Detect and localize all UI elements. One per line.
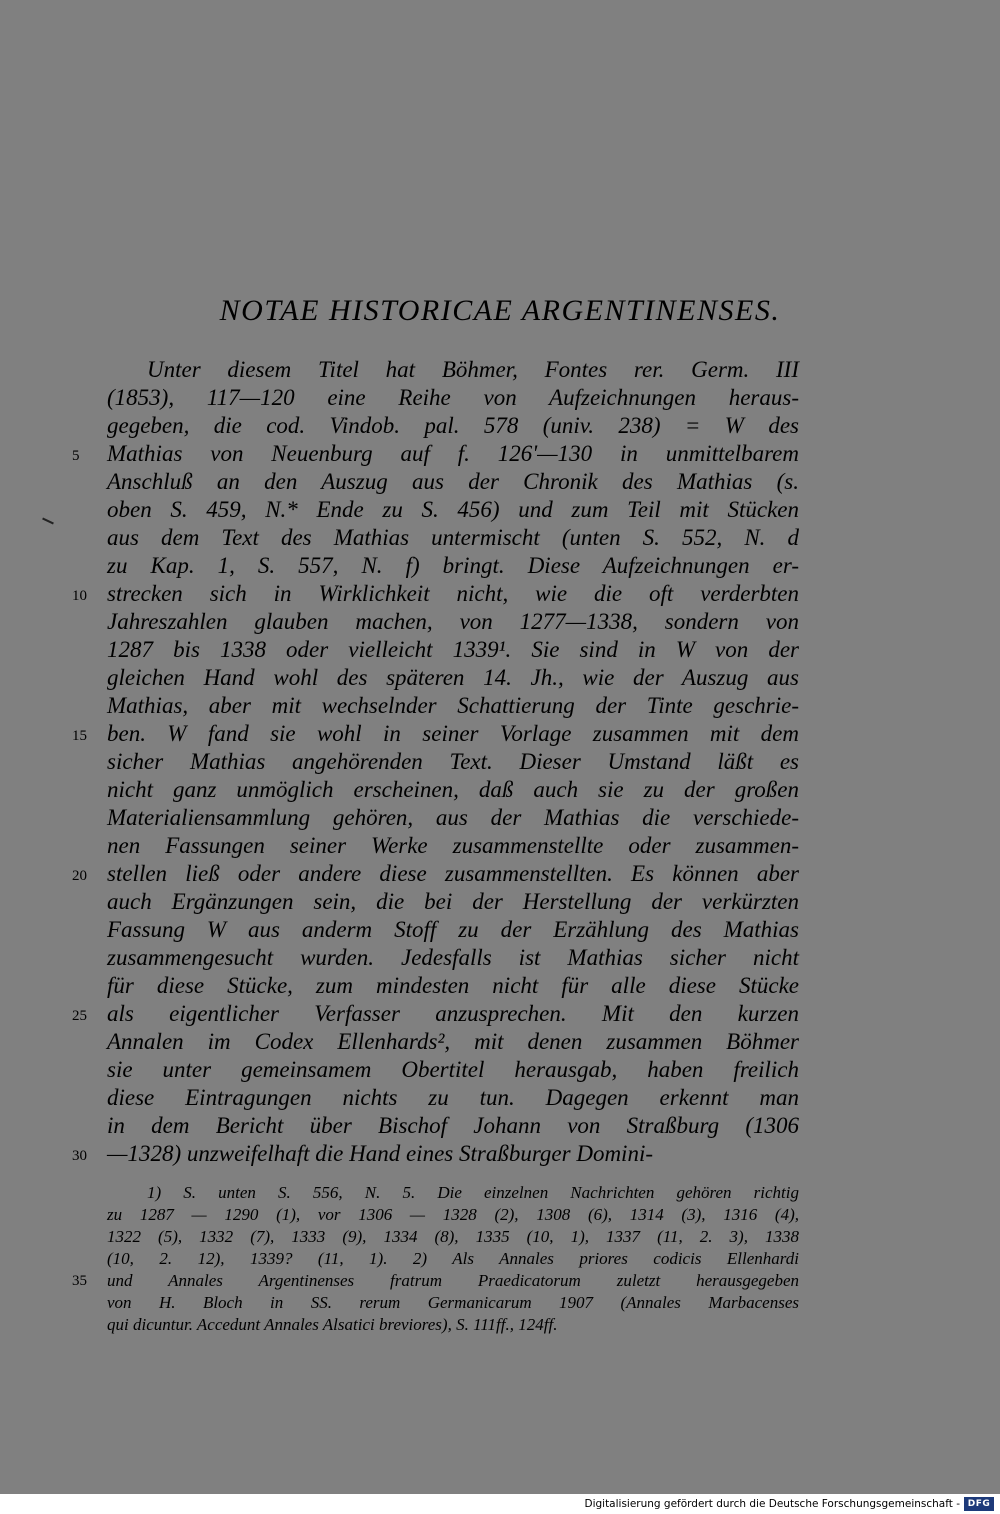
body-line: (1853), 117—120 eine Reihe von Aufzeichnungen heraus- (107, 385, 799, 410)
line-number: 35 (72, 1273, 87, 1289)
body-line: Materialiensammlung gehören, aus der Mathias die verschiede- (107, 805, 799, 830)
body-line: sie unter gemeinsamem Obertitel herausgab, haben freilich (107, 1057, 799, 1082)
footnote-line: zu 1287 — 1290 (1), vor 1306 — 1328 (2), 1308 (6), 1314 (3), 1316 (4), (107, 1205, 799, 1224)
body-line: gleichen Hand wohl des späteren 14. Jh., wie der Auszug aus (107, 665, 799, 690)
footer-credit: Digitalisierung gefördert durch die Deutsche Forschungsgemeinschaft - (584, 1498, 960, 1510)
line-number: 5 (72, 448, 80, 464)
body-line: zusammengesucht wurden. Jedesfalls ist Mathias sicher nicht (107, 945, 799, 970)
line-number: 10 (72, 588, 87, 604)
body-line: in dem Bericht über Bischof Johann von Straßburg (1306 (107, 1113, 799, 1138)
body-line: diese Eintragungen nichts zu tun. Dagegen erkennt man (107, 1085, 799, 1110)
body-line: als eigentlicher Verfasser anzusprechen. Mit den kurzen (107, 1001, 799, 1026)
body-line: stellen ließ oder andere diese zusammenstellten. Es können aber (107, 861, 799, 886)
footnote-line: (10, 2. 12), 1339? (11, 1). 2) Als Annales priores codicis Ellenhardi (107, 1249, 799, 1268)
body-line: Annalen im Codex Ellenhards², mit denen zusammen Böhmer (107, 1029, 799, 1054)
body-line: nen Fassungen seiner Werke zusammenstellte oder zusammen- (107, 833, 799, 858)
footer-bar (0, 1494, 1000, 1514)
body-line: zu Kap. 1, S. 557, N. f) bringt. Diese Aufzeichnungen er- (107, 553, 799, 578)
body-line: Fassung W aus anderm Stoff zu der Erzählung des Mathias (107, 917, 799, 942)
body-line: ben. W fand sie wohl in seiner Vorlage zusammen mit dem (107, 721, 799, 746)
dfg-logo: DFG (964, 1497, 994, 1511)
body-line: für diese Stücke, zum mindesten nicht für alle diese Stücke (107, 973, 799, 998)
body-line: Jahreszahlen glauben machen, von 1277—1338, sondern von (107, 609, 799, 634)
footnote-line: von H. Bloch in SS. rerum Germanicarum 1907 (Annales Marbacenses (107, 1293, 799, 1312)
line-number: 25 (72, 1008, 87, 1024)
line-number: 15 (72, 728, 87, 744)
body-line: Mathias, aber mit wechselnder Schattierung der Tinte geschrie- (107, 693, 799, 718)
body-line: Mathias von Neuenburg auf f. 126'—130 in unmittelbarem (107, 441, 799, 466)
body-line: auch Ergänzungen sein, die bei der Herstellung der verkürzten (107, 889, 799, 914)
line-number: 20 (72, 868, 87, 884)
line-number: 30 (72, 1148, 87, 1164)
body-line: gegeben, die cod. Vindob. pal. 578 (univ. 238) = W des (107, 413, 799, 438)
footnote-line: 1) S. unten S. 556, N. 5. Die einzelnen Nachrichten gehören richtig (147, 1183, 799, 1202)
footnote-line: qui dicuntur. Accedunt Annales Alsatici breviores), S. 111ff., 124ff. (107, 1315, 558, 1334)
body-line: aus dem Text des Mathias untermischt (unten S. 552, N. d (107, 525, 799, 550)
body-line: strecken sich in Wirklichkeit nicht, wie die oft verderbten (107, 581, 799, 606)
margin-mark (42, 518, 54, 525)
body-line: —1328) unzweifelhaft die Hand eines Straßburger Domini- (107, 1141, 653, 1166)
page-title: NOTAE HISTORICAE ARGENTINENSES. (219, 294, 781, 327)
body-line: Anschluß an den Auszug aus der Chronik des Mathias (s. (107, 469, 799, 494)
body-line: oben S. 459, N.* Ende zu S. 456) und zum Teil mit Stücken (107, 497, 799, 522)
body-line: sicher Mathias angehörenden Text. Dieser Umstand läßt es (107, 749, 799, 774)
body-line: 1287 bis 1338 oder vielleicht 1339¹. Sie sind in W von der (107, 637, 799, 662)
body-line: nicht ganz unmöglich erscheinen, daß auch sie zu der großen (107, 777, 799, 802)
body-line: Unter diesem Titel hat Böhmer, Fontes rer. Germ. III (147, 357, 799, 382)
footnote-line: und Annales Argentinenses fratrum Praedicatorum zuletzt herausgegeben (107, 1271, 799, 1290)
footnote-line: 1322 (5), 1332 (7), 1333 (9), 1334 (8), 1335 (10, 1), 1337 (11, 2. 3), 1338 (107, 1227, 799, 1246)
